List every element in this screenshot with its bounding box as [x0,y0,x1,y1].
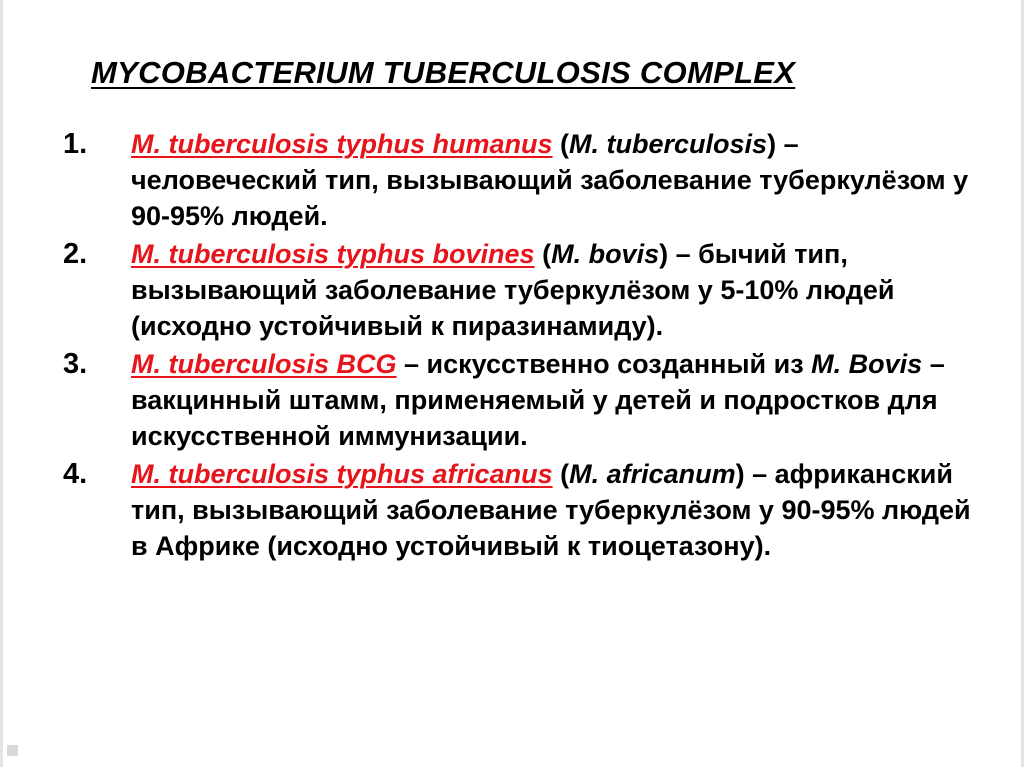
species-name: M. africanum [569,459,736,489]
item-text: ( [552,459,570,489]
item-text: ) – человеческий тип, вызывающий заболевание туберкулёзом у 90-95% людей. [131,129,969,231]
strain-name: M. tuberculosis typhus humanus [131,129,553,159]
strain-name: M. tuberculosis BCG [131,349,397,379]
item-number: 2. [63,238,88,270]
corner-marker [7,745,18,756]
item-text: ( [552,129,570,159]
item-text: – искусственно созданный из [396,349,812,379]
item-number: 3. [63,348,88,380]
strain-name: M. tuberculosis typhus bovines [131,239,535,269]
list-item [63,456,973,564]
list-item [63,346,973,454]
item-text: ( [534,239,552,269]
item-number: 4. [63,458,88,490]
species-name: M. Bovis [811,349,923,379]
item-number: 1. [63,128,88,160]
slide-title: MYCOBACTERIUM TUBERCULOSIS COMPLEX [91,55,796,90]
list-item [63,126,973,234]
species-name: M. tuberculosis [569,129,768,159]
species-name: M. bovis [551,239,660,269]
item-text: – вакцинный штамм, применяемый у детей и подростков для искусственной иммунизации. [131,349,945,451]
strain-name: M. tuberculosis typhus africanus [131,459,553,489]
strain-list [63,126,973,566]
item-text: ) – африканский тип, вызывающий заболевание туберкулёзом у 90-95% людей в Африке (исходно устойчивый к тиоцетазону). [131,459,971,561]
list-item [63,236,973,344]
item-text: ) – бычий тип, вызывающий заболевание туберкулёзом у 5-10% людей (исходно устойчивый к пиразинамиду). [131,239,895,341]
